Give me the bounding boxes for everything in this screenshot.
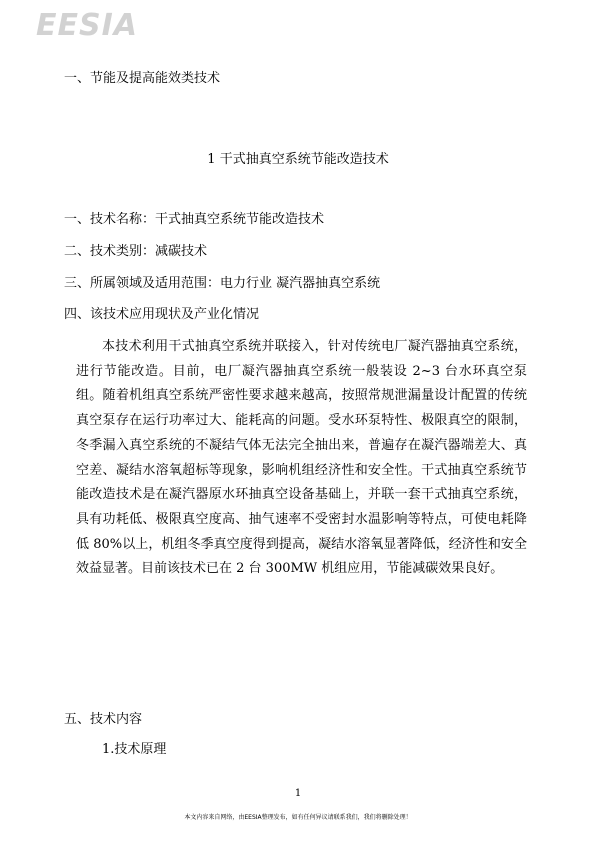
body-paragraph: 本技术利用干式抽真空系统并联接入，针对传统电厂凝汽器抽真空系统，进行节能改造。目前，电厂凝汽器抽真空系统一般装设 2~3 台水环真空泵组。随着机组真空系统严密性要求越来越高，按照常规泄漏量设计配置的传统真空泵存在运行功率过大、能耗高的问题。受水环泵特性、极限真空的限制，冬季漏入真空系统的不凝结气体无法完全抽出来，普遍存在凝汽器端差大、真空差、凝结水溶氧超标等现象，影响机组经济性和安全性。干式抽真空系统节能改造技术是在凝汽器原水环抽真空设备基础上，并联一套干式抽真空系统，具有功耗低、极限真空度高、抽气速率不受密封水温影响等特点，可使电耗降低 80%以上，机组冬季真空度得到提高，凝结水溶氧显著降低，经济性和安全效益显著。目前该技术已在 2 台 300MW 机组应用，节能减碳效果良好。	[76, 339, 527, 577]
document-title: 1 干式抽真空系统节能改造技术	[207, 152, 389, 167]
section-five-heading: 五、技术内容	[64, 712, 143, 727]
footer-notice: 本文内容来自网络，由EESIA整理发布，如有任何异议请联系我们，我们将删除处理！	[184, 814, 412, 821]
eesia-logo: EESIA	[36, 8, 138, 43]
item-field-scope: 三、所属领域及适用范围：电力行业 凝汽器抽真空系统	[64, 276, 381, 291]
subsection-principle: 1.技术原理	[102, 742, 167, 757]
item-technology-name: 一、技术名称：干式抽真空系统节能改造技术	[64, 212, 325, 227]
page-number: 1	[294, 788, 302, 799]
item-status-heading: 四、该技术应用现状及产业化情况	[64, 307, 260, 322]
item-technology-category: 二、技术类别：减碳技术	[64, 244, 208, 259]
section-heading: 一、节能及提高能效类技术	[64, 71, 221, 86]
